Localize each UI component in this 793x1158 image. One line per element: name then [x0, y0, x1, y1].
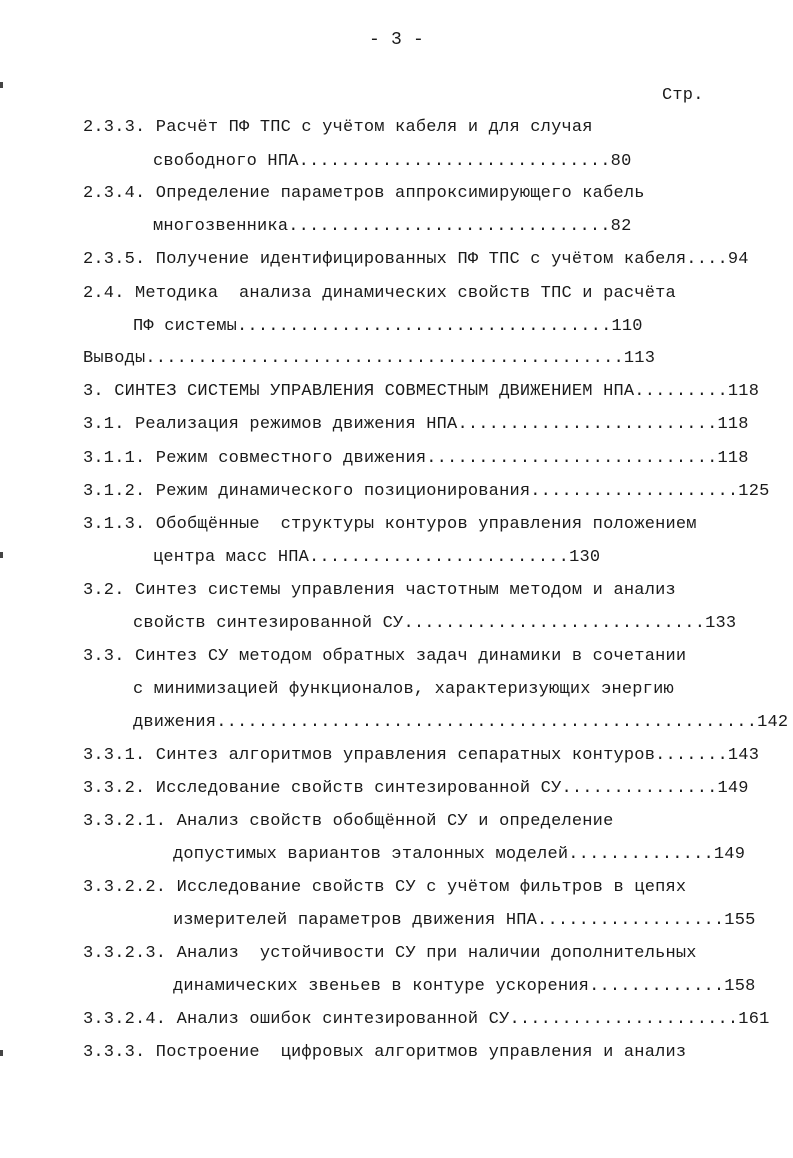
toc-entry-3-1-3: 3.1.3. Обобщённые структуры контуров управления положением [83, 515, 697, 534]
toc-entry-3-3-cont-2: движения....................................................142 [133, 713, 789, 732]
toc-entry-3: 3. СИНТЕЗ СИСТЕМЫ УПРАВЛЕНИЯ СОВМЕСТНЫМ ДВИЖЕНИЕМ НПА.........118 [83, 382, 760, 401]
toc-entry-3-3-cont-1: с минимизацией функционалов, характеризующих энергию [133, 680, 674, 699]
toc-entry-2-3-3: 2.3.3. Расчёт ПФ ТПС с учётом кабеля и для случая [83, 118, 593, 137]
toc-entry-3-2-cont: свойств синтезированной СУ.............................133 [133, 614, 737, 633]
scan-mark [0, 552, 3, 558]
toc-entry-2-4-cont: ПФ системы....................................110 [133, 317, 643, 336]
toc-entry-3-3-2-1-cont: допустимых вариантов эталонных моделей..............149 [173, 845, 746, 864]
page-number: - 3 - [368, 30, 424, 50]
toc-entry-conclusions: Выводы..............................................113 [83, 349, 656, 368]
toc-entry-2-3-4: 2.3.4. Определение параметров аппроксимирующего кабель [83, 184, 645, 203]
toc-entry-3-3-2-2-cont: измерителей параметров движения НПА..................155 [173, 911, 756, 930]
toc-entry-3-3-2-3-cont: динамических звеньев в контуре ускорения.............158 [173, 977, 756, 996]
toc-entry-3-3: 3.3. Синтез СУ методом обратных задач динамики в сочетании [83, 647, 687, 666]
toc-entry-2-3-4-cont: многозвенника...............................82 [153, 217, 632, 236]
toc-entry-3-3-2-3: 3.3.2.3. Анализ устойчивости СУ при наличии дополнительных [83, 944, 697, 963]
scan-mark [0, 1050, 3, 1056]
toc-entry-3-2: 3.2. Синтез системы управления частотным методом и анализ [83, 581, 676, 600]
toc-entry-3-3-1: 3.3.1. Синтез алгоритмов управления сепаратных контуров.......143 [83, 746, 760, 765]
toc-entry-2-4: 2.4. Методика анализа динамических свойств ТПС и расчёта [83, 284, 676, 303]
toc-entry-3-1-2: 3.1.2. Режим динамического позиционирования....................125 [83, 482, 770, 501]
toc-entry-3-3-2-1: 3.3.2.1. Анализ свойств обобщённой СУ и определение [83, 812, 614, 831]
toc-entry-3-3-2: 3.3.2. Исследование свойств синтезированной СУ...............149 [83, 779, 749, 798]
scan-mark [0, 82, 3, 88]
toc-entry-3-3-2-2: 3.3.2.2. Исследование свойств СУ с учётом фильтров в цепях [83, 878, 687, 897]
toc-entry-3-1-1: 3.1.1. Режим совместного движения............................118 [83, 449, 749, 468]
page-column-label: Стр. [662, 86, 704, 105]
toc-entry-3-3-2-4: 3.3.2.4. Анализ ошибок синтезированной СУ......................161 [83, 1010, 770, 1029]
toc-entry-2-3-5: 2.3.5. Получение идентифицированных ПФ ТПС с учётом кабеля....94 [83, 250, 749, 269]
toc-entry-2-3-3-cont: свободного НПА..............................80 [153, 152, 632, 171]
toc-entry-3-1: 3.1. Реализация режимов движения НПА.........................118 [83, 415, 749, 434]
toc-entry-3-3-3: 3.3.3. Построение цифровых алгоритмов управления и анализ [83, 1043, 687, 1062]
toc-entry-3-1-3-cont: центра масс НПА.........................130 [153, 548, 601, 567]
